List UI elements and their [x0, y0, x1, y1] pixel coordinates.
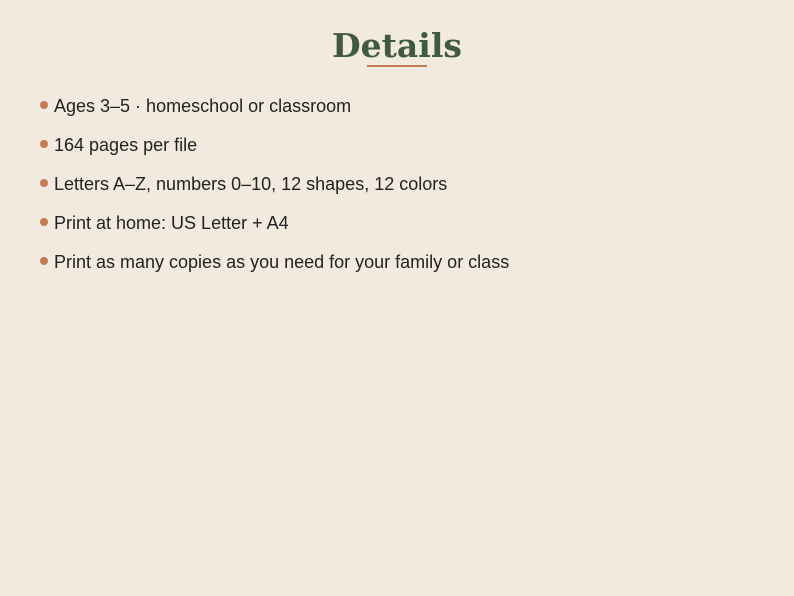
list-item: [38, 92, 758, 131]
detail-text: Print at home: US Letter + A4: [54, 213, 289, 233]
details-list: [38, 92, 758, 287]
list-item: [38, 209, 758, 248]
bullet-dot-icon: [40, 179, 48, 187]
bullet-dot-icon: [40, 218, 48, 226]
detail-text: Ages 3–5 · homeschool or classroom: [54, 96, 352, 116]
bullet-dot-icon: [40, 140, 48, 148]
list-item: [38, 170, 758, 209]
detail-text: Letters A–Z, numbers 0–10, 12 shapes, 12 colors: [54, 174, 448, 194]
page-title: Details: [332, 26, 462, 65]
title-underline: [367, 65, 427, 67]
list-item: [38, 248, 758, 287]
detail-text: 164 pages per file: [54, 135, 198, 155]
detail-text: Print as many copies as you need for your family or class: [54, 252, 510, 272]
list-item: [38, 131, 758, 170]
bullet-dot-icon: [40, 257, 48, 265]
bullet-dot-icon: [40, 101, 48, 109]
